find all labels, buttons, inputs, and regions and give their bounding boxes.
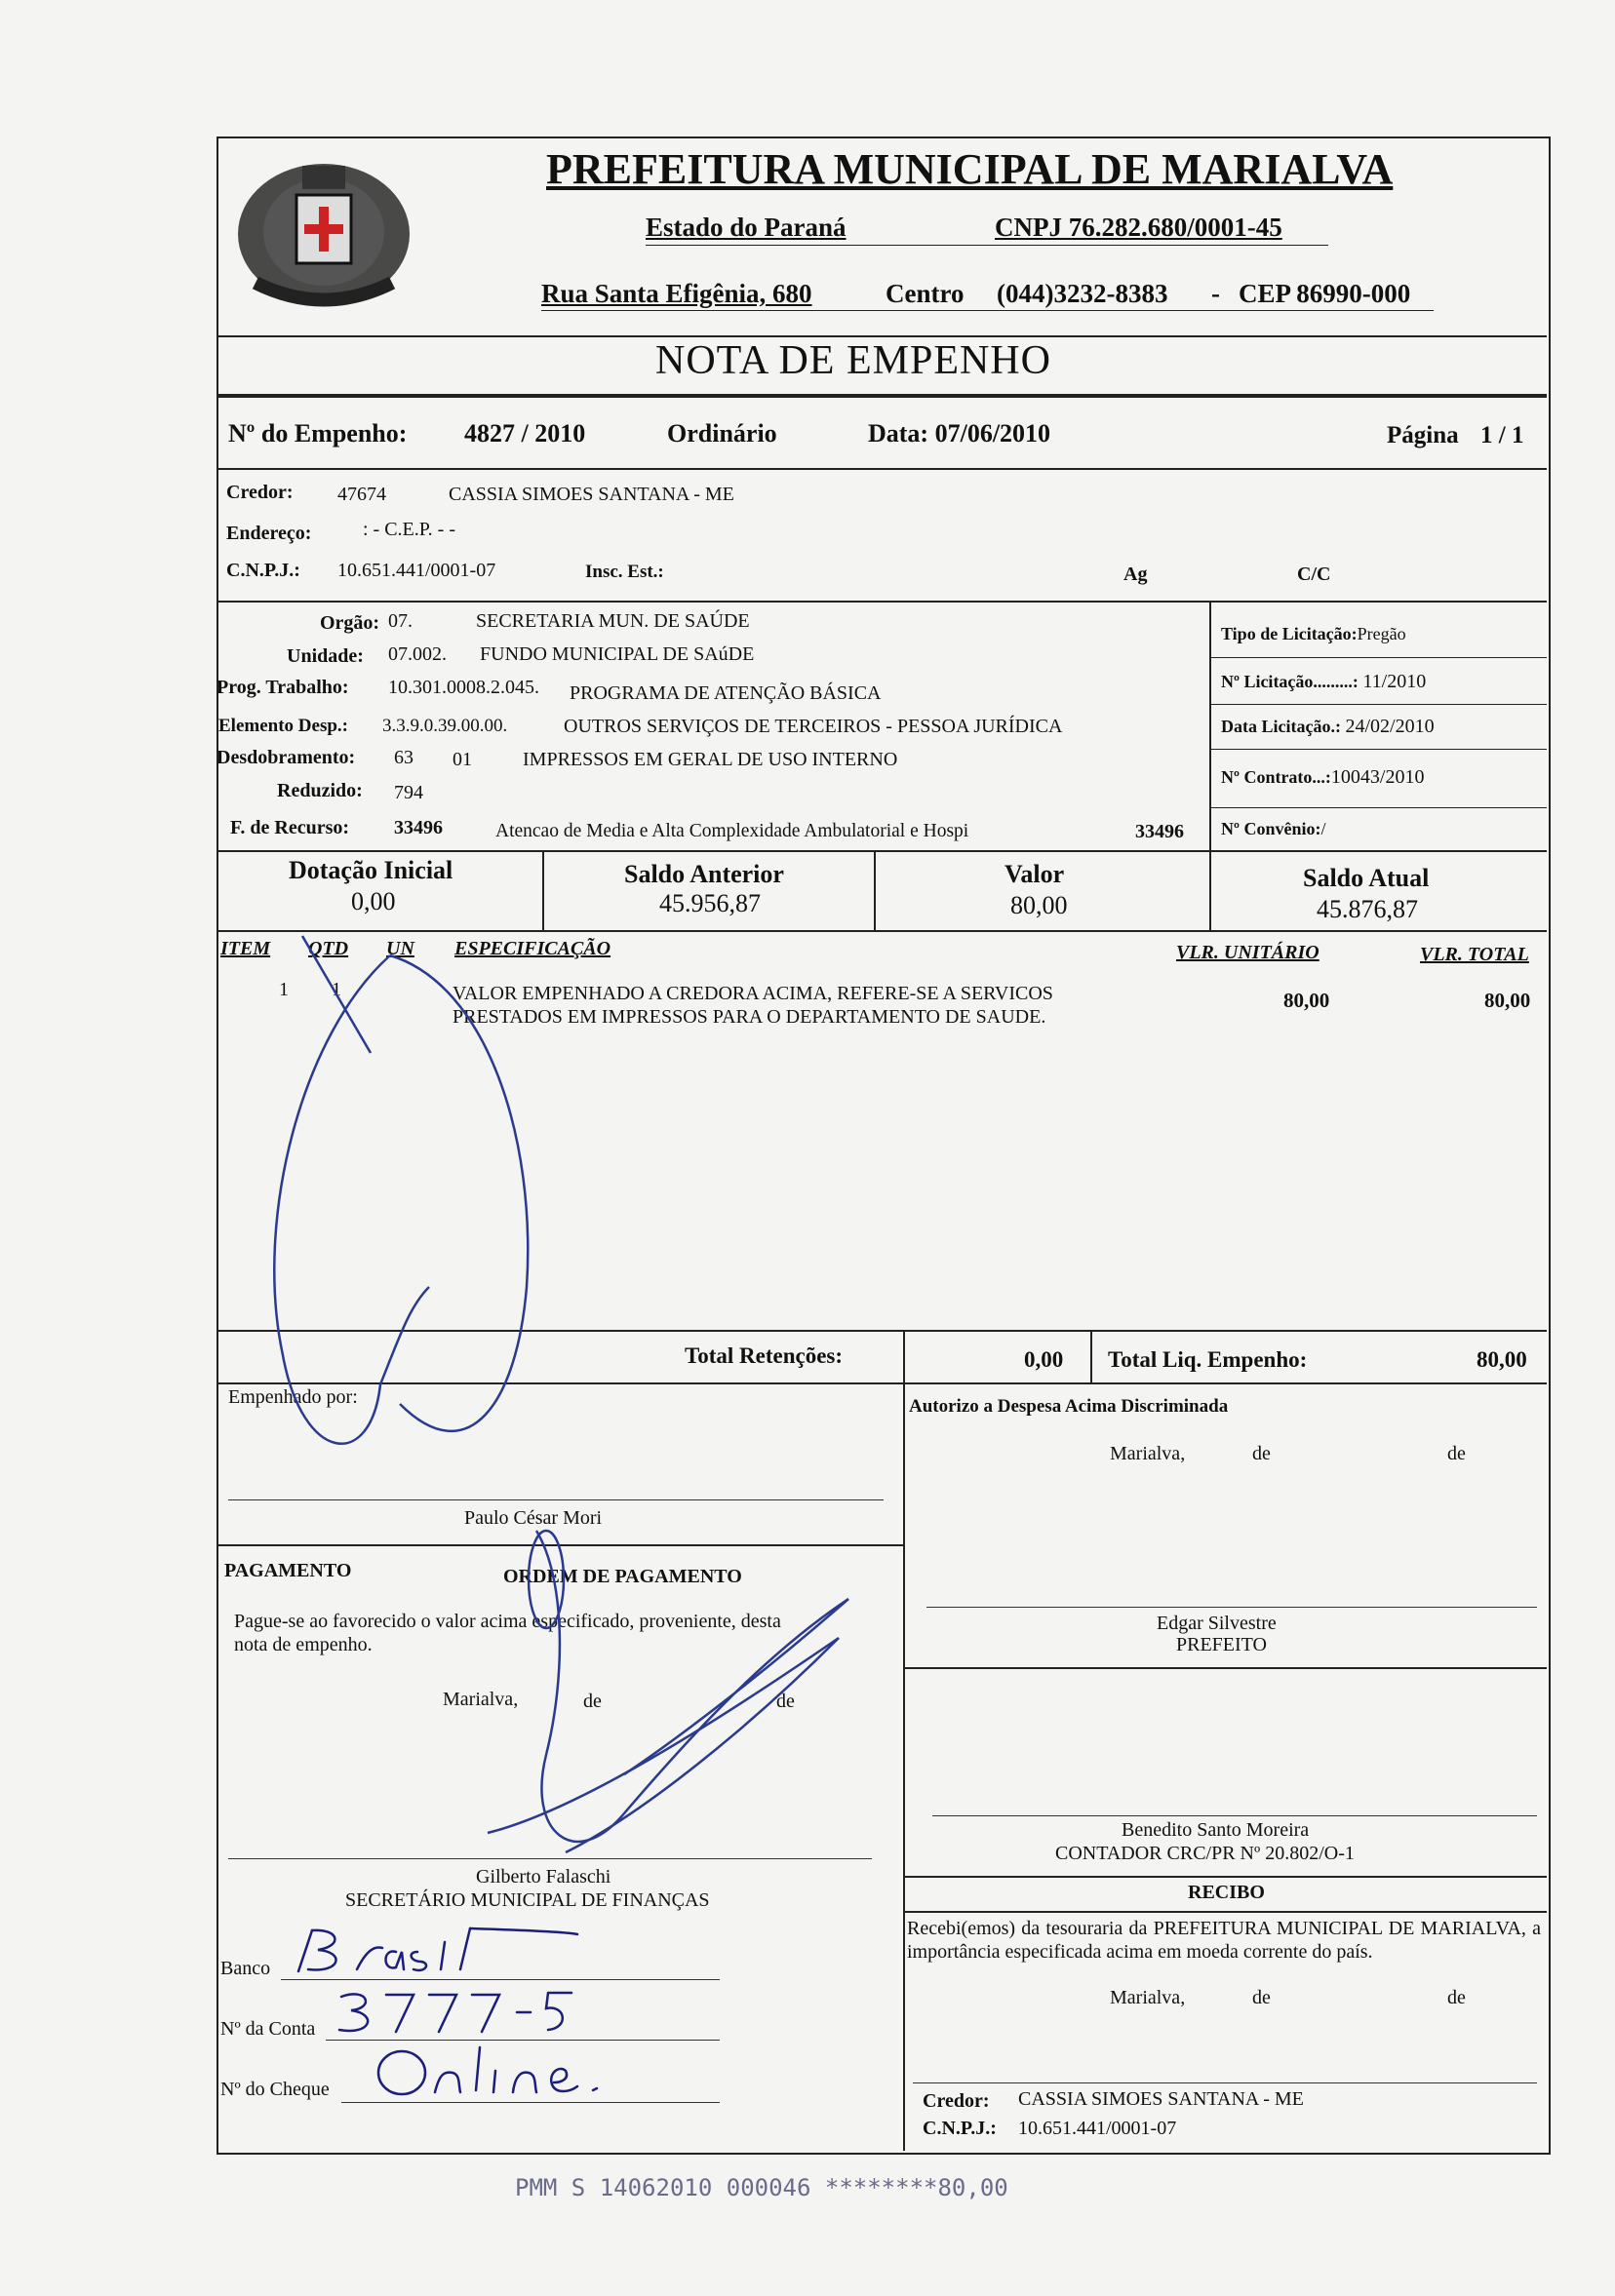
empenho-date: Data: 07/06/2010 [868,419,1051,448]
licitacao-divider-2 [1209,704,1547,705]
contador-name: Benedito Santo Moreira [1122,1819,1310,1841]
prog-trabalho-name: PROGRAMA DE ATENÇÃO BÁSICA [570,682,882,704]
ordem-pagamento-label: ORDEM DE PAGAMENTO [503,1566,742,1587]
total-retencoes-value: 0,00 [1024,1347,1064,1372]
saldo-anterior-value: 45.956,87 [659,889,761,917]
pagamento-label: PAGAMENTO [224,1560,352,1581]
recibo-title-divider [903,1911,1547,1913]
municipal-coat-of-arms-icon [226,146,421,317]
licitacao-divider-3 [1209,749,1547,750]
page-title: PREFEITURA MUNICIPAL DE MARIALVA [546,145,1394,193]
cep-label: CEP 86990-000 [1239,279,1411,308]
credor-label: Credor: [226,482,294,503]
handwritten-banco [289,1923,581,1977]
dotacao-divider [217,850,1547,852]
endereco-value: : - C.E.P. - - [363,519,455,540]
dotacao-inicial-label: Dotação Inicial [289,856,453,884]
credor-code: 47674 [337,484,386,505]
item-spec-line-2: PRESTADOS EM IMPRESSOS PARA O DEPARTAMENTO DE SAUDE. [453,1006,1046,1028]
pagamento-de-1: de [583,1691,602,1712]
header-underline-1 [646,245,1328,246]
elemento-name: OUTROS SERVIÇOS DE TERCEIROS - PESSOA JURÍDICA [564,716,1063,737]
num-licitacao-label-text: Nº Licitação.........: [1221,672,1359,691]
col-vlr-total: VLR. TOTAL [1420,944,1529,965]
desdobramento-code-2: 01 [453,749,472,770]
item-qtd: 1 [332,979,341,1000]
unidade-code: 07.002. [388,643,447,665]
tipo-licitacao-label-text: Tipo de Licitação: [1221,624,1358,643]
recibo-credor-label: Credor: [923,2090,990,2112]
contador-role: CONTADOR CRC/PR Nº 20.802/O-1 [1055,1843,1355,1864]
cheque-line [341,2102,720,2103]
empenhado-name: Paulo César Mori [464,1507,603,1529]
pagamento-de-2: de [776,1691,795,1712]
document-title: NOTA DE EMPENHO [655,338,1051,383]
saldo-atual-value: 45.876,87 [1317,895,1418,923]
credor-divider [217,601,1547,603]
num-licitacao-value: 11/2010 [1362,671,1427,692]
insc-est-label: Insc. Est.: [585,562,664,582]
item-spec-line-1: VALOR EMPENHADO A CREDORA ACIMA, REFERE-SE A SERVICOS [453,983,1053,1004]
header-underline-2 [541,310,1434,311]
total-liquido-label: Total Liq. Empenho: [1108,1347,1308,1372]
recibo-de-1: de [1252,1987,1271,2008]
dotacao-inicial-value: 0,00 [351,887,396,915]
recibo-cnpj-value: 10.651.441/0001-07 [1018,2118,1177,2139]
totals-divider-v1 [903,1330,905,1382]
tipo-licitacao-label [1221,624,1406,644]
col-especificacao: ESPECIFICAÇÃO [454,938,611,959]
saldo-divider-3 [1209,850,1211,930]
recibo-cnpj-label: C.N.P.J.: [923,2118,997,2139]
convenio-value: / [1320,819,1326,838]
elemento-label: Elemento Desp.: [218,716,348,736]
pagamento-city: Marialva, [443,1689,519,1710]
prog-trabalho-label: Prog. Trabalho: [217,677,349,698]
fonte-recurso-label: F. de Recurso: [230,817,350,838]
orgao-code: 07. [388,610,413,632]
banco-label: Banco [220,1958,271,1979]
reduzido-value: 794 [394,782,423,803]
pagamento-signer-role: SECRETÁRIO MUNICIPAL DE FINANÇAS [345,1889,710,1911]
desdobramento-name: IMPRESSOS EM GERAL DE USO INTERNO [523,749,898,770]
autorizo-divider [903,1667,1547,1669]
dotacao-vertical-divider [1209,601,1211,850]
contrato-value: 10043/2010 [1330,766,1425,788]
totals-divider-v2 [1090,1330,1092,1382]
autorizo-signature-line [926,1607,1537,1608]
header-dash: - [1211,279,1220,308]
handwritten-pagamento-signature [429,1521,878,1891]
pagamento-text-line-1: Pague-se ao favorecido o valor acima especificado, proveniente, desta [234,1611,781,1632]
data-licitacao-value: 24/02/2010 [1345,716,1435,737]
conta-line [326,2040,720,2041]
district-label: Centro [886,279,965,308]
title-divider [217,394,1547,398]
address-label: Rua Santa Efigênia, 680 [541,279,812,308]
recibo-signature-line [913,2082,1537,2083]
reduzido-label: Reduzido: [277,780,363,801]
fonte-recurso-code-2: 33496 [1135,821,1184,842]
empenho-divider [217,468,1547,470]
recibo-de-2: de [1447,1987,1466,2008]
contrato-label [1221,766,1424,789]
contador-signature-line [932,1815,1537,1816]
lower-vertical-divider [903,1382,905,2151]
autorizo-signer-name: Edgar Silvestre [1157,1613,1277,1634]
col-item: ITEM [220,938,271,959]
cheque-label: Nº do Cheque [220,2079,330,2100]
data-licitacao-label [1221,716,1435,738]
pagamento-text-line-2: nota de empenho. [234,1634,373,1655]
unidade-label: Unidade: [287,645,364,667]
banco-line [281,1979,720,1980]
autorizo-de-1: de [1252,1443,1271,1464]
orgao-label: Orgão: [320,612,380,634]
valor-value: 80,00 [1010,891,1068,919]
payment-stamp: PMM S 14062010 000046 ********80,00 [515,2174,1008,2201]
tipo-licitacao-value: Pregão [1357,624,1406,643]
orgao-name: SECRETARIA MUN. DE SAÚDE [476,610,750,632]
fonte-recurso-code: 33496 [394,817,443,838]
saldo-atual-label: Saldo Atual [1303,864,1430,892]
valor-label: Valor [1004,860,1065,888]
empenhado-por-label: Empenhado por: [228,1386,358,1408]
empenho-number: 4827 / 2010 [464,419,586,448]
licitacao-divider-4 [1209,807,1547,808]
handwritten-cheque [371,2042,644,2102]
elemento-code: 3.3.9.0.39.00.00. [382,716,508,736]
autorizo-de-2: de [1447,1443,1466,1464]
col-vlr-unitario: VLR. UNITÁRIO [1176,942,1320,963]
saldo-anterior-label: Saldo Anterior [624,860,784,888]
conta-label: Nº da Conta [220,2018,316,2040]
unidade-name: FUNDO MUNICIPAL DE SAúDE [480,643,755,665]
handwritten-loop-signature [244,897,614,1482]
recibo-text: Recebi(emos) da tesouraria da PREFEITURA MUNICIPAL DE MARIALVA, a importância especificada acima em moeda corrente do país. [907,1918,1541,1963]
cc-label: C/C [1297,564,1331,585]
total-retencoes-label: Total Retenções: [685,1343,844,1368]
endereco-label: Endereço: [226,523,312,544]
item-vlr-unitario: 80,00 [1283,989,1330,1012]
autorizo-signer-role: PREFEITO [1176,1634,1267,1655]
empenho-type: Ordinário [667,419,777,448]
col-un: UN [386,938,414,959]
autorizo-city: Marialva, [1110,1443,1186,1464]
handwritten-conta [332,1983,585,2038]
contrato-label-text: Nº Contrato...: [1221,767,1331,787]
total-liquido-value: 80,00 [1477,1347,1527,1372]
data-licitacao-label-text: Data Licitação.: [1221,717,1341,736]
cnpj-label: CNPJ 76.282.680/0001-45 [995,213,1282,242]
item-number: 1 [279,979,289,1000]
convenio-label-text: Nº Convênio: [1221,819,1321,838]
page-label: Página [1387,422,1459,448]
cnpj-credor-label: C.N.P.J.: [226,560,300,581]
desdobramento-label: Desdobramento: [217,747,356,768]
pagamento-signer-name: Gilberto Falaschi [476,1866,611,1887]
phone-label: (044)3232-8383 [997,279,1168,308]
autorizo-label: Autorizo a Despesa Acima Discriminada [909,1396,1229,1417]
item-vlr-total: 80,00 [1484,989,1531,1012]
ag-label: Ag [1123,564,1148,585]
prog-trabalho-code: 10.301.0008.2.045. [388,677,539,698]
saldo-divider-2 [874,850,876,930]
cnpj-credor-value: 10.651.441/0001-07 [337,560,496,581]
fonte-recurso-name: Atencao de Media e Alta Complexidade Ambulatorial e Hospi [495,821,969,841]
contador-divider [903,1876,1547,1878]
state-label: Estado do Paraná [646,213,847,242]
empenho-number-label: Nº do Empenho: [228,419,408,448]
num-licitacao-label [1221,671,1426,693]
empenhado-signature-line [228,1499,884,1500]
recibo-credor-name: CASSIA SIMOES SANTANA - ME [1018,2088,1304,2110]
credor-name: CASSIA SIMOES SANTANA - ME [449,484,734,505]
page-number: 1 / 1 [1480,422,1524,448]
convenio-label [1221,819,1325,839]
recibo-city: Marialva, [1110,1987,1186,2008]
licitacao-divider-1 [1209,657,1547,658]
desdobramento-code-1: 63 [394,747,414,768]
recibo-title: RECIBO [1188,1882,1265,1903]
col-qtd: QTD [308,938,349,959]
